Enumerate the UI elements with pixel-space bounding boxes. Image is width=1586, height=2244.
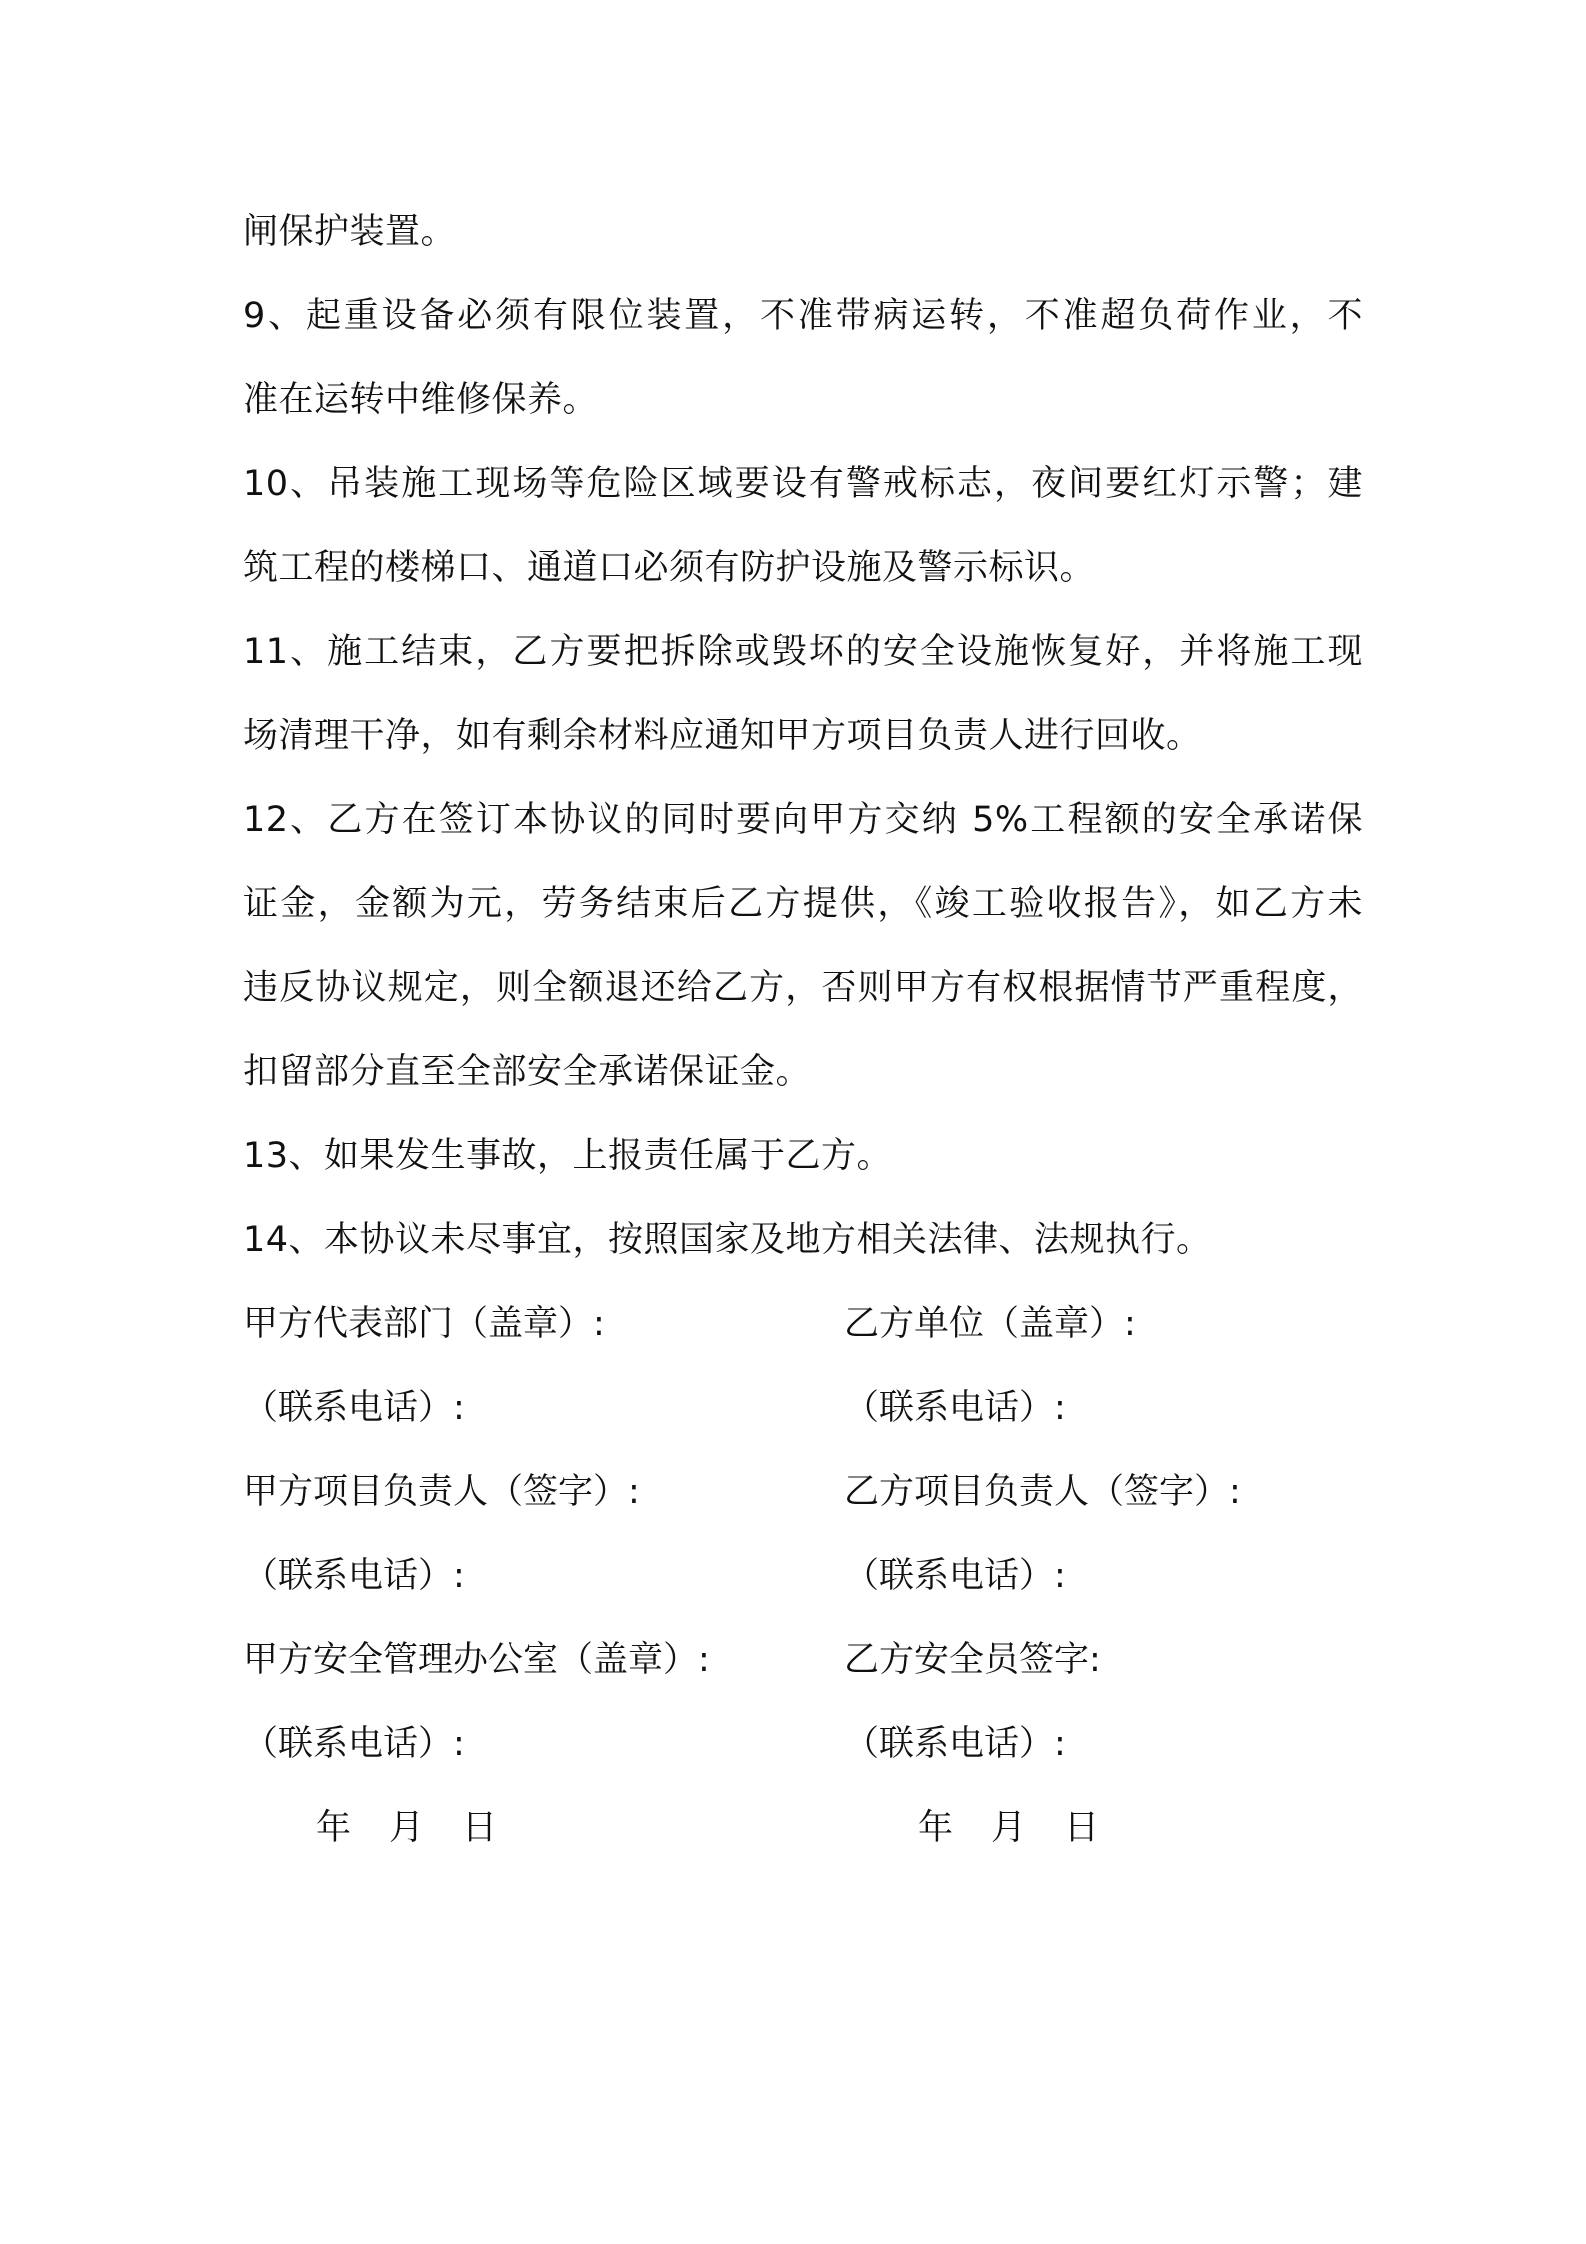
clause-12-line-2: 证金，金额为元，劳务结束后乙方提供，《竣工验收报告》，如乙方未 [243, 884, 1363, 924]
document-body [243, 190, 1363, 1870]
signature-row-5 [243, 1618, 1363, 1702]
clause-9-line-1: 9、起重设备必须有限位装置，不准带病运转，不准超负荷作业，不 [243, 296, 1363, 336]
party-b-manager-sign-label: 乙方项目负责人（签字）: [844, 1472, 1241, 1512]
clause-10-line-1: 10、吊装施工现场等危险区域要设有警戒标志，夜间要红灯示警；建 [243, 464, 1363, 504]
party-a-phone-3-label: （联系电话）: [243, 1724, 465, 1764]
signature-row-1 [243, 1282, 1363, 1366]
clause-13: 13、如果发生事故，上报责任属于乙方。 [243, 1136, 893, 1176]
party-a-safety-office-seal-label: 甲方安全管理办公室（盖章）: [243, 1640, 710, 1680]
party-b-date-month: 月 [991, 1808, 1027, 1848]
party-a-date [316, 1786, 497, 1870]
clause-12-line-1: 12、乙方在签订本协议的同时要向甲方交纳 5%工程额的安全承诺保 [243, 800, 1363, 840]
party-a-date-month: 月 [389, 1808, 425, 1848]
party-b-safety-officer-sign-label: 乙方安全员签字: [844, 1640, 1101, 1680]
clause-11-line-2: 场清理干净，如有剩余材料应通知甲方项目负责人进行回收。 [243, 716, 1202, 756]
party-b-phone-3-label: （联系电话）: [844, 1724, 1066, 1764]
signature-date-row [243, 1786, 1363, 1870]
clause-12-line-4: 扣留部分直至全部安全承诺保证金。 [243, 1052, 812, 1092]
clause-11-line-1: 11、施工结束，乙方要把拆除或毁坏的安全设施恢复好，并将施工现 [243, 632, 1363, 672]
clause-14: 14、本协议未尽事宜，按照国家及地方相关法律、法规执行。 [243, 1220, 1212, 1260]
party-a-dept-seal-label: 甲方代表部门（盖章）: [243, 1304, 605, 1344]
clause-8-continuation: 闸保护装置。 [243, 212, 457, 252]
signature-row-2 [243, 1366, 1363, 1450]
party-a-date-day: 日 [462, 1808, 498, 1848]
party-b-date [918, 1786, 1099, 1870]
signature-row-4 [243, 1534, 1363, 1618]
party-b-phone-2-label: （联系电话）: [844, 1556, 1066, 1596]
clause-10-line-2: 筑工程的楼梯口、通道口必须有防护设施及警示标识。 [243, 548, 1096, 588]
party-b-date-day: 日 [1064, 1808, 1100, 1848]
party-a-date-year: 年 [316, 1808, 352, 1848]
party-a-phone-2-label: （联系电话）: [243, 1556, 465, 1596]
party-b-unit-seal-label: 乙方单位（盖章）: [844, 1304, 1136, 1344]
party-b-phone-1-label: （联系电话）: [844, 1388, 1066, 1428]
party-b-date-year: 年 [918, 1808, 954, 1848]
signature-row-6 [243, 1702, 1363, 1786]
party-a-phone-1-label: （联系电话）: [243, 1388, 465, 1428]
clause-12-line-3: 违反协议规定，则全额退还给乙方，否则甲方有权根据情节严重程度， [243, 968, 1363, 1008]
clause-9-line-2: 准在运转中维修保养。 [243, 380, 599, 420]
signature-row-3 [243, 1450, 1363, 1534]
party-a-manager-sign-label: 甲方项目负责人（签字）: [243, 1472, 640, 1512]
